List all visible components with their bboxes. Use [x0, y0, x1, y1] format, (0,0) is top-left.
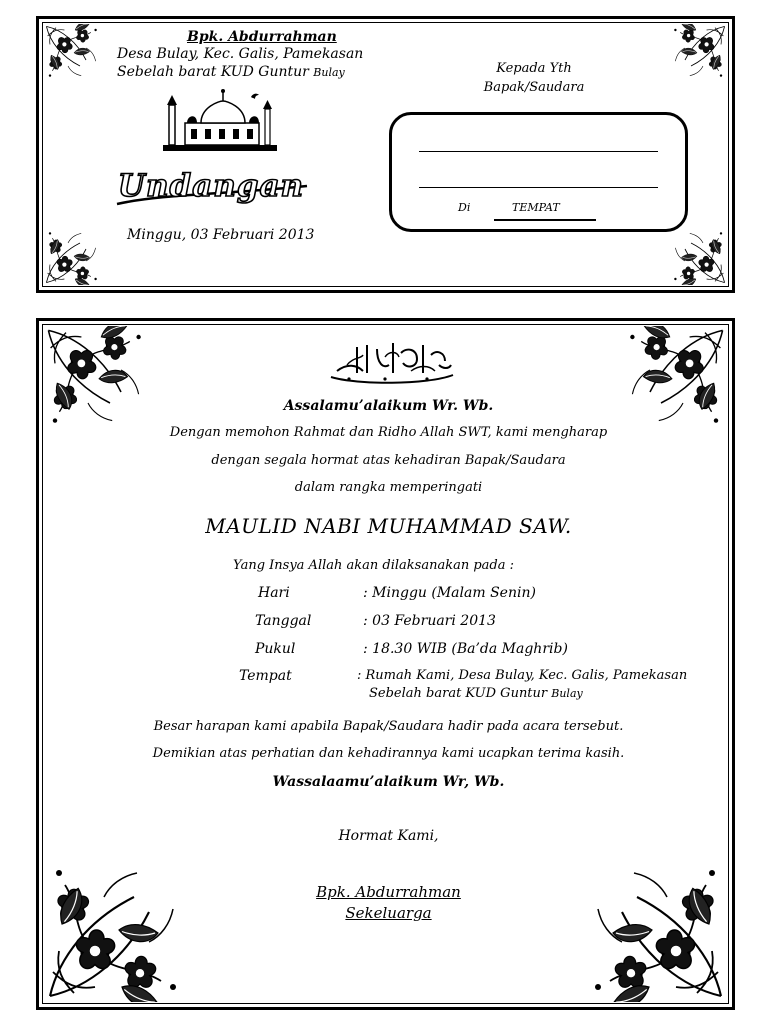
floral-corner-icon — [577, 852, 727, 1002]
detail-value-hari: : Minggu (Malam Senin) — [363, 585, 536, 601]
sender-address-line1: Desa Bulay, Kec. Galis, Pamekasan — [117, 46, 364, 62]
di-label: Di — [458, 201, 471, 214]
floral-corner-icon — [667, 24, 727, 84]
place-line-2-small: Bulay — [551, 687, 583, 700]
detail-value-pukul: : 18.30 WIB (Ba’da Maghrib) — [363, 641, 568, 657]
recipient-heading-2: Bapak/Saudara — [483, 80, 585, 95]
intro-line-3: dalam rangka memperingati — [294, 480, 483, 495]
signature-name: Bpk. Abdurrahman — [316, 883, 461, 901]
detail-label-tanggal: Tanggal — [255, 613, 312, 629]
floral-corner-icon — [44, 225, 104, 285]
sender-address-line2 — [117, 64, 345, 80]
mosque-icon — [161, 87, 279, 153]
sender-address-line2-text: Sebelah barat KUD Guntur — [117, 64, 309, 80]
sender-name: Bpk. Abdurrahman — [187, 29, 337, 45]
detail-label-pukul: Pukul — [255, 641, 296, 657]
envelope-date: Minggu, 03 Februari 2013 — [127, 227, 315, 243]
regards: Hormat Kami, — [338, 828, 439, 844]
detail-label-tempat: Tempat — [239, 668, 292, 684]
detail-value-tempat: : Rumah Kami, Desa Bulay, Kec. Galis, Pamekasan — [357, 668, 688, 683]
farewell: Wassalaamu’alaikum Wr, Wb. — [272, 774, 505, 790]
recipient-heading-1: Kepada Yth — [496, 61, 572, 76]
event-title: MAULID NABI MUHAMMAD SAW. — [205, 514, 572, 538]
intro-line-2: dengan segala hormat atas kehadiran Bapak/Saudara — [211, 453, 566, 468]
closing-line-2: Demikian atas perhatian dan kehadirannya kami ucapkan terima kasih. — [152, 746, 625, 761]
floral-corner-icon — [617, 326, 727, 436]
place-line-2-text: Sebelah barat KUD Guntur — [369, 686, 548, 701]
undangan-title — [111, 164, 311, 212]
floral-corner-icon — [44, 852, 194, 1002]
bismillah-calligraphy-icon — [327, 335, 457, 389]
intro-line-1: Dengan memohon Rahmat dan Ridho Allah SWT, kami mengharap — [169, 425, 608, 440]
address-box — [389, 112, 688, 232]
detail-value-tanggal: : 03 Februari 2013 — [363, 613, 496, 629]
tempat-label: TEMPAT — [512, 201, 560, 214]
sender-address-line2-small: Bulay — [313, 66, 345, 79]
letter-card — [36, 318, 735, 1010]
address-line-2 — [419, 187, 658, 188]
envelope-card — [36, 16, 735, 293]
signature-family: Sekeluarga — [345, 904, 432, 922]
address-line-1 — [419, 151, 658, 152]
detail-label-hari: Hari — [258, 585, 290, 601]
place-line-2 — [369, 686, 583, 701]
floral-corner-icon — [44, 24, 104, 84]
tempat-underline — [494, 219, 596, 221]
closing-line-1: Besar harapan kami apabila Bapak/Saudara hadir pada acara tersebut. — [153, 719, 624, 734]
greeting: Assalamu’alaikum Wr. Wb. — [283, 398, 494, 414]
undangan-title-text: Undangan — [117, 168, 305, 204]
schedule-intro: Yang Insya Allah akan dilaksanakan pada : — [233, 558, 514, 573]
floral-corner-icon — [44, 326, 154, 436]
floral-corner-icon — [667, 225, 727, 285]
